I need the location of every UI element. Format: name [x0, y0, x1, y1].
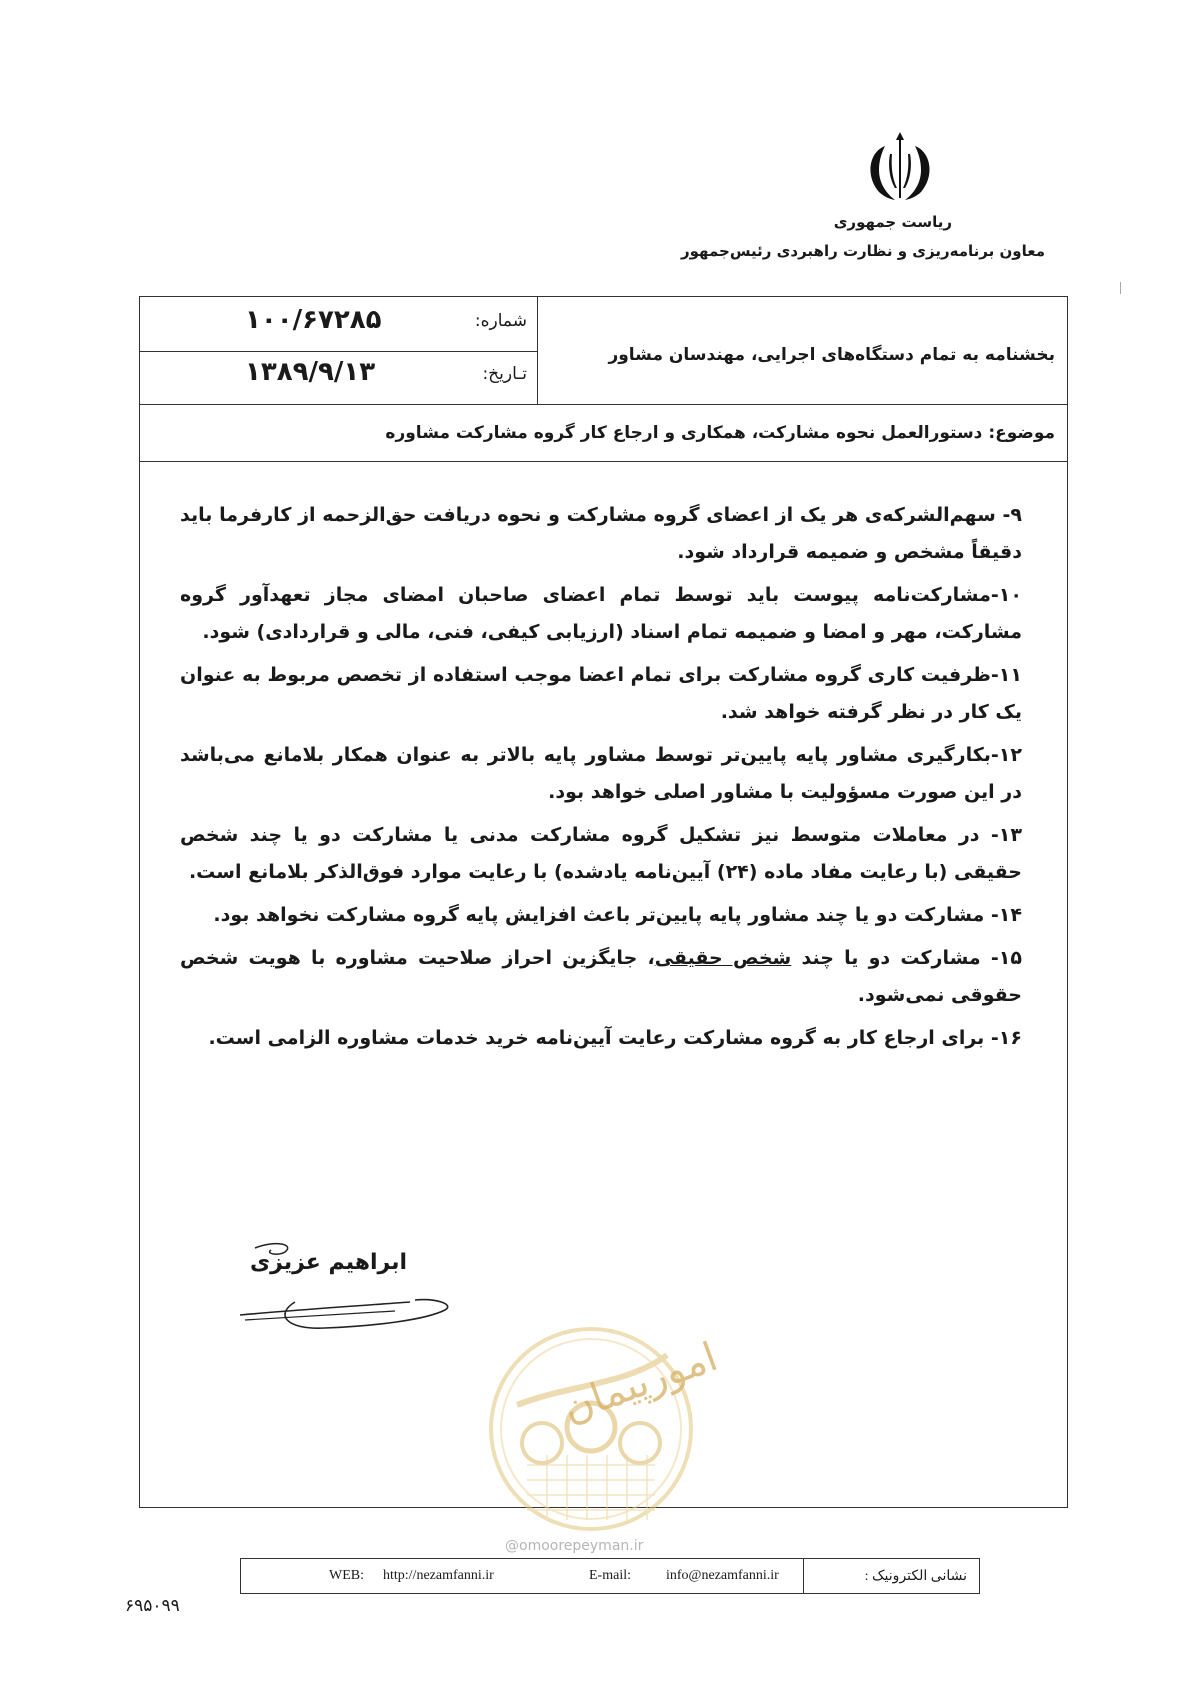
clause-text: در معاملات متوسط نیز تشکیل گروه مشارکت مدنی یا مشارکت دو یا چند شخص حقیقی (با رعایت مفاد ماده (۲۴) آیین‌نامه یادشده) با رعایت موارد فوق‌الذکر بلامانع است. — [180, 824, 1022, 883]
letter-body — [180, 497, 1022, 1063]
date-label: تـاریخ: — [482, 364, 527, 384]
clause-12 — [180, 737, 1022, 811]
letter-number: ۱۰۰/۶۷۲۸۵ — [245, 305, 382, 335]
letter-header-row — [140, 297, 1067, 405]
clause-text: ، جایگزین احراز صلاحیت مشاوره با هویت شخص حقوقی نمی‌شود. — [180, 947, 1022, 1006]
web-link[interactable]: http://nezamfanni.ir — [383, 1568, 494, 1583]
watermark-seal-text: امورپیمان — [556, 1333, 724, 1433]
letter-date: ۱۳۸۹/۹/۱۳ — [245, 357, 376, 387]
clause-number: ۱۰- — [990, 584, 1022, 606]
letter-meta-box — [140, 297, 538, 405]
clause-11 — [180, 657, 1022, 731]
clause-number: ۱۵- — [990, 947, 1022, 969]
clause-9 — [180, 497, 1022, 571]
clause-number: ۱۲- — [990, 744, 1022, 766]
clause-text: برای ارجاع کار به گروه مشارکت رعایت آیین‌نامه خرید خدمات مشاوره الزامی است. — [208, 1027, 991, 1049]
signatory-name: ابراهیم عزیزی — [250, 1250, 407, 1275]
clause-13 — [180, 817, 1022, 891]
org-line-deputy: معاون برنامه‌ریزی و نظارت راهبردی رئیس‌جمهور — [681, 242, 1045, 260]
document-code: ۶۹۵۰۹۹ — [125, 1596, 180, 1616]
clause-16 — [180, 1020, 1022, 1057]
clause-text: مشارکت دو یا چند — [791, 947, 991, 969]
clause-underlined-text: شخص حقیقی — [654, 947, 792, 969]
clause-text: بکارگیری مشاور پایه پایین‌تر توسط مشاور پایه بالاتر به عنوان همکار بلامانع می‌باشد در این صورت مسؤولیت با مشاور اصلی خواهد بود. — [180, 744, 1022, 803]
clause-14 — [180, 897, 1022, 934]
email-link[interactable]: info@nezamfanni.ir — [666, 1568, 779, 1583]
meta-divider — [140, 351, 537, 352]
web-label: WEB: — [329, 1568, 364, 1583]
clause-number: ۱۳- — [990, 824, 1022, 846]
clause-text: مشارکت‌نامه پیوست باید توسط تمام اعضای صاحبان امضای مجاز تعهدآور گروه مشارکت، مهر و امضا و ضمیمه تمام اسناد (ارزیابی کیفی، فنی، مالی و قراردادی) شود. — [180, 584, 1022, 643]
email-label: E-mail: — [589, 1568, 631, 1583]
footer-divider — [803, 1559, 804, 1593]
clause-number: ۱۴- — [990, 904, 1022, 926]
electronic-address-label: نشانی الکترونیک : — [864, 1569, 967, 1584]
subject-line: موضوع: دستورالعمل نحوه مشارکت، همکاری و ارجاع کار گروه مشارکت مشاوره — [385, 423, 1055, 443]
recipients-line: بخشنامه به تمام دستگاه‌های اجرایی، مهندسان مشاور — [608, 345, 1055, 365]
iran-emblem-icon — [855, 128, 945, 208]
subject-row — [140, 405, 1067, 462]
clause-number: ۱۶- — [990, 1027, 1022, 1049]
clause-text: مشارکت دو یا چند مشاور پایه پایین‌تر باعث افزایش پایه گروه مشارکت نخواهد بود. — [213, 904, 991, 926]
clause-text: ظرفیت کاری گروه مشارکت برای تمام اعضا موجب استفاده از تخصص مربوط به عنوان یک کار در نظر گرفته خواهد شد. — [180, 664, 1022, 723]
clause-number: ۱۱- — [990, 664, 1022, 686]
clause-15 — [180, 940, 1022, 1014]
org-line-presidency: ریاست جمهوری — [833, 213, 952, 231]
number-label: شماره: — [474, 311, 527, 331]
clause-number: ۹- — [1002, 504, 1022, 526]
clause-10 — [180, 577, 1022, 651]
scan-mark — [1120, 282, 1127, 294]
watermark-url: @omoorepeyman.ir — [505, 1538, 644, 1554]
clause-text: سهم‌الشرکه‌ی هر یک از اعضای گروه مشارکت و نحوه دریافت حق‌الزحمه از کارفرما باید دقیقاً مشخص و ضمیمه قرارداد شود. — [180, 504, 1022, 563]
contact-footer — [240, 1558, 980, 1594]
